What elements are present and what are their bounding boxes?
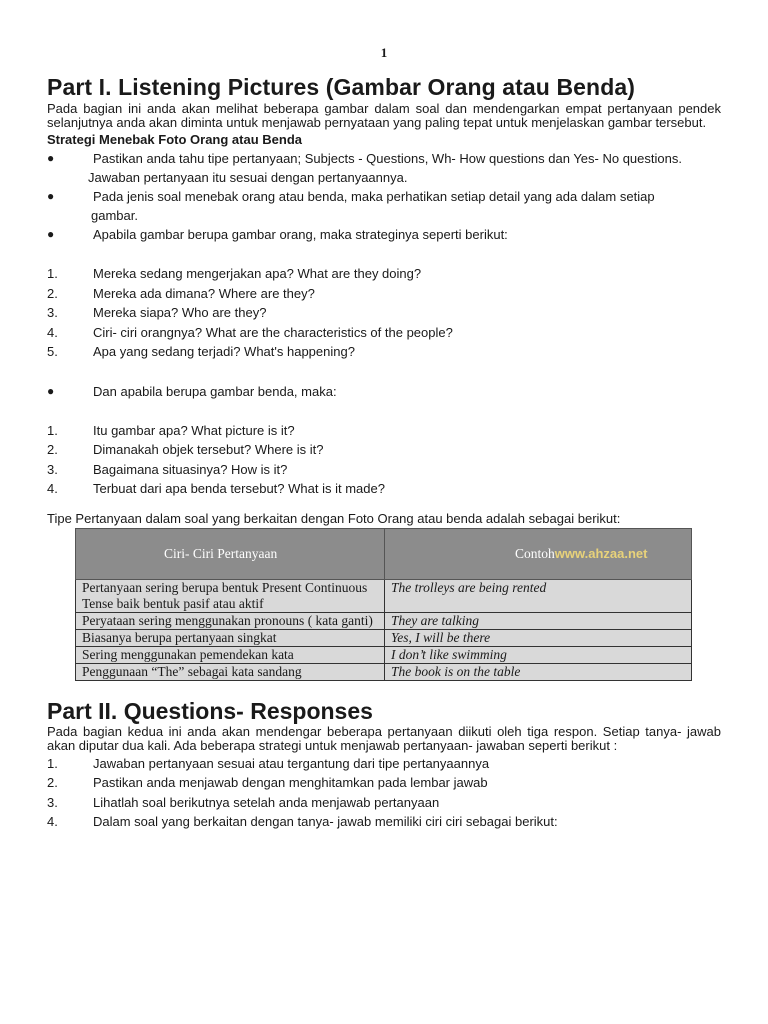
list-item: 3. Bagaimana situasinya? How is it? xyxy=(47,461,288,477)
bullet-dot-icon: ● xyxy=(47,151,55,165)
watermark: www.ahzaa.net xyxy=(554,545,648,561)
bullet-item: ● Pastikan anda tahu tipe pertanyaan; Subjects - Questions, Wh- How questions dan Yes- No questions. Jawaban pertanyaan itu sesuai dengan pertanyaannya. xyxy=(47,151,682,185)
list-item: 3. Mereka siapa? Who are they? xyxy=(47,305,267,320)
people-questions-list xyxy=(47,264,721,362)
table-row: Sering menggunakan pemendekan kata I don’t like swimming xyxy=(76,646,692,663)
part1-title: Part I. Listening Pictures (Gambar Orang atau Benda) xyxy=(47,74,635,100)
bullet-item: ● Pada jenis soal menebak orang atau benda, maka perhatikan setiap detail yang ada dalam setiap gambar. xyxy=(47,189,655,223)
list-item: 1. Jawaban pertanyaan sesuai atau tergantung dari tipe pertanyaannya xyxy=(47,755,490,771)
bullet-dot-icon: ● xyxy=(47,383,55,398)
strategy-bullets xyxy=(47,149,721,244)
strategy-title: Strategi Menebak Foto Orang atau Benda xyxy=(47,132,302,147)
list-item: 2. Dimanakah objek tersebut? Where is it? xyxy=(47,442,324,457)
list-item: 4. Dalam soal yang berkaitan dengan tanya- jawab memiliki ciri ciri sebagai berikut: xyxy=(47,814,558,829)
table-row: Pertanyaan sering berupa bentuk Present Continuous Tense baik bentuk pasif atau aktif The trolleys are being rented xyxy=(76,579,692,612)
page-number: 1 xyxy=(380,45,388,60)
table-row: Biasanya berupa pertanyaan singkat Yes, I will be there xyxy=(76,629,692,646)
list-item: 4. Ciri- ciri orangnya? What are the characteristics of the people? xyxy=(47,324,453,340)
document-body xyxy=(47,72,721,832)
list-item: 1. Itu gambar apa? What picture is it? xyxy=(47,422,295,438)
part1-intro: Pada bagian ini anda akan melihat beberapa gambar dalam soal dan mendengarkan empat pertanyaan pendek selanjutnya anda akan diminta untuk menjawab pernyataan yang paling tepat untuk menjelaskan gambar tersebut. xyxy=(47,101,721,130)
list-item: 5. Apa yang sedang terjadi? What's happening? xyxy=(47,344,355,359)
question-types-table xyxy=(75,528,692,681)
list-item: 2. Pastikan anda menjawab dengan menghitamkan pada lembar jawab xyxy=(47,775,488,790)
list-item: 4. Terbuat dari apa benda tersebut? What is it made? xyxy=(47,481,385,496)
part2-title: Part II. Questions- Responses xyxy=(47,697,373,724)
list-item: 2. Mereka ada dimana? Where are they? xyxy=(47,285,315,301)
list-item: 3. Lihatlah soal berikutnya setelah anda menjawab pertanyaan xyxy=(47,794,440,810)
bullet-dot-icon: ● xyxy=(47,189,55,203)
bullet-item: ● Dan apabila berupa gambar benda, maka: xyxy=(47,383,337,399)
object-questions-list xyxy=(47,421,721,499)
part2-intro: Pada bagian kedua ini anda akan mendengar beberapa pertanyaan diikuti oleh tiga respon. Setiap tanya- jawab akan diputar dua kali. Ada beberapa strategi untuk menjawab pertanyaan- jawaban seperti berikut : xyxy=(47,723,721,753)
bullet-item: ● Apabila gambar berupa gambar orang, maka strateginya seperti berikut: xyxy=(47,227,508,242)
part2-list xyxy=(47,754,721,832)
table-header-contoh: Contohwww.ahzaa.net xyxy=(385,528,692,579)
table-row: Peryataan sering menggunakan pronouns ( kata ganti) They are talking xyxy=(76,612,692,629)
table-intro: Tipe Pertanyaan dalam soal yang berkaitan dengan Foto Orang atau benda adalah sebagai berikut: xyxy=(47,510,621,526)
table-row: Penggunaan “The” sebagai kata sandang The book is on the table xyxy=(76,663,692,680)
table-header-ciri: Ciri- Ciri Pertanyaan xyxy=(76,528,385,579)
list-item: 1. Mereka sedang mengerjakan apa? What are they doing? xyxy=(47,266,422,281)
bullet-dot-icon: ● xyxy=(47,227,55,241)
